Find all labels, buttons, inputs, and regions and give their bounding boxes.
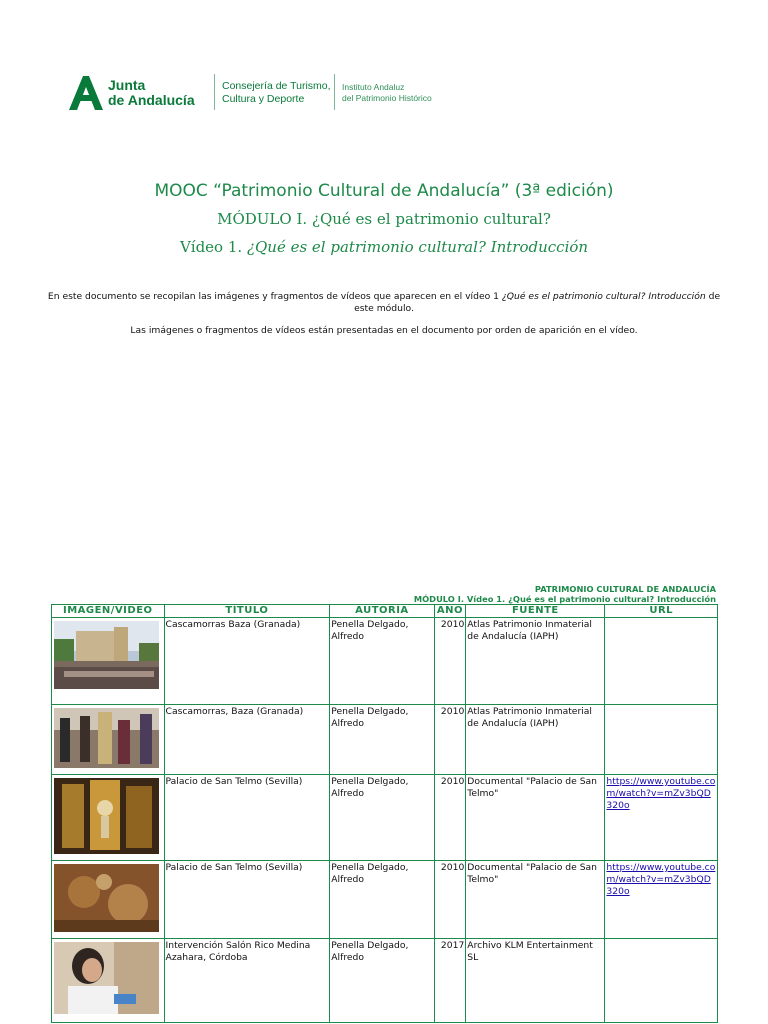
video-title-italic: ¿Qué es el patrimonio cultural? Introducción: [246, 238, 589, 256]
table-row: [52, 939, 718, 1023]
logo-divider: [334, 74, 335, 110]
junta-logo-mark-icon: [66, 74, 106, 112]
intro-text-c: de este módulo.: [354, 291, 721, 314]
modulo-title: MÓDULO I. ¿Qué es el patrimonio cultural?: [217, 210, 551, 228]
fuente-cell: Archivo KLM Entertainment SL: [466, 939, 605, 1023]
header-autoria: AUTORÍA: [330, 605, 434, 618]
ano-cell: 2010: [434, 861, 466, 939]
header-ano: AÑO: [434, 605, 466, 618]
ano-cell: 2010: [434, 775, 466, 861]
image-cell: [52, 861, 165, 939]
titulo-cell: Cascamorras Baza (Granada): [164, 618, 330, 705]
logo-divider: [214, 74, 215, 110]
url-cell: [605, 861, 718, 939]
header-url: URL: [605, 605, 718, 618]
instituto-text: [342, 82, 432, 104]
header-titulo: TÍTULO: [164, 605, 330, 618]
video-prefix: Vídeo 1.: [179, 238, 247, 256]
autoria-cell: Penella Delgado, Alfredo: [330, 618, 434, 705]
autoria-cell: Penella Delgado, Alfredo: [330, 861, 434, 939]
url-cell: [605, 705, 718, 775]
titulo-cell: Palacio de San Telmo (Sevilla): [164, 775, 330, 861]
image-cell: [52, 775, 165, 861]
running-title: PATRIMONIO CULTURAL DE ANDALUCÍA: [534, 584, 716, 594]
crowd-square-photo: [54, 621, 159, 689]
fuente-cell: Atlas Patrimonio Inmaterial de Andalucía (IAPH): [466, 618, 605, 705]
titulo-cell: Cascamorras, Baza (Granada): [164, 705, 330, 775]
consejeria-line1: Consejería de Turismo,: [222, 80, 331, 92]
image-cell: [52, 939, 165, 1023]
header-fuente: FUENTE: [466, 605, 605, 618]
fuente-cell: Documental "Palacio de San Telmo": [466, 861, 605, 939]
consejeria-line2: Cultura y Deporte: [222, 93, 305, 105]
mooc-title: MOOC “Patrimonio Cultural de Andalucía” (3ª edición): [154, 181, 614, 201]
logo-line1: Junta: [108, 77, 146, 93]
fuente-cell: Atlas Patrimonio Inmaterial de Andalucía (IAPH): [466, 705, 605, 775]
table-header-row: [52, 605, 718, 618]
table-row: [52, 861, 718, 939]
autoria-cell: Penella Delgado, Alfredo: [330, 939, 434, 1023]
image-cell: [52, 618, 165, 705]
youtube-link[interactable]: https://www.youtube.com/watch?v=mZv3bQD320o: [606, 776, 716, 811]
image-cell: [52, 705, 165, 775]
fuente-cell: Documental "Palacio de San Telmo": [466, 775, 605, 861]
intro-paragraph-2: Las imágenes o fragmentos de vídeos están presentadas en el documento por orden de aparición en el vídeo.: [130, 325, 638, 336]
table-row: [52, 775, 718, 861]
running-subtitle: MÓDULO I. Vídeo 1. ¿Qué es el patrimonio cultural? Introducción: [413, 594, 716, 604]
instituto-line1: Instituto Andaluz: [342, 82, 405, 92]
table-row: [52, 705, 718, 775]
procession-photo: [54, 708, 159, 768]
table-row: [52, 618, 718, 705]
intro-text-italic: ¿Qué es el patrimonio cultural? Introducción: [501, 291, 706, 302]
url-cell: [605, 775, 718, 861]
autoria-cell: Penella Delgado, Alfredo: [330, 705, 434, 775]
url-cell: [605, 939, 718, 1023]
titulo-cell: Palacio de San Telmo (Sevilla): [164, 861, 330, 939]
autoria-cell: Penella Delgado, Alfredo: [330, 775, 434, 861]
ano-cell: 2017: [434, 939, 466, 1023]
titulo-cell: Intervención Salón Rico Medina Azahara, Córdoba: [164, 939, 330, 1023]
instituto-line2: del Patrimonio Histórico: [342, 93, 432, 103]
painted-ceiling-photo: [54, 864, 159, 932]
logo-text: [108, 78, 195, 108]
url-cell: [605, 618, 718, 705]
youtube-link[interactable]: https://www.youtube.com/watch?v=mZv3bQD320o: [606, 862, 716, 897]
ornate-gold-altar-photo: [54, 778, 159, 854]
logo-line2: de Andalucía: [108, 92, 195, 108]
intro-paragraph: [40, 291, 728, 315]
restorer-photo: [54, 942, 159, 1014]
ano-cell: 2010: [434, 705, 466, 775]
header-imagen: IMAGEN/VÍDEO: [52, 605, 165, 618]
consejeria-text: [222, 80, 331, 106]
ano-cell: 2010: [434, 618, 466, 705]
intro-text-a: En este documento se recopilan las imágenes y fragmentos de vídeos que aparecen en el vídeo 1: [47, 291, 502, 302]
media-table: [51, 604, 718, 1023]
video-title: [0, 238, 768, 256]
